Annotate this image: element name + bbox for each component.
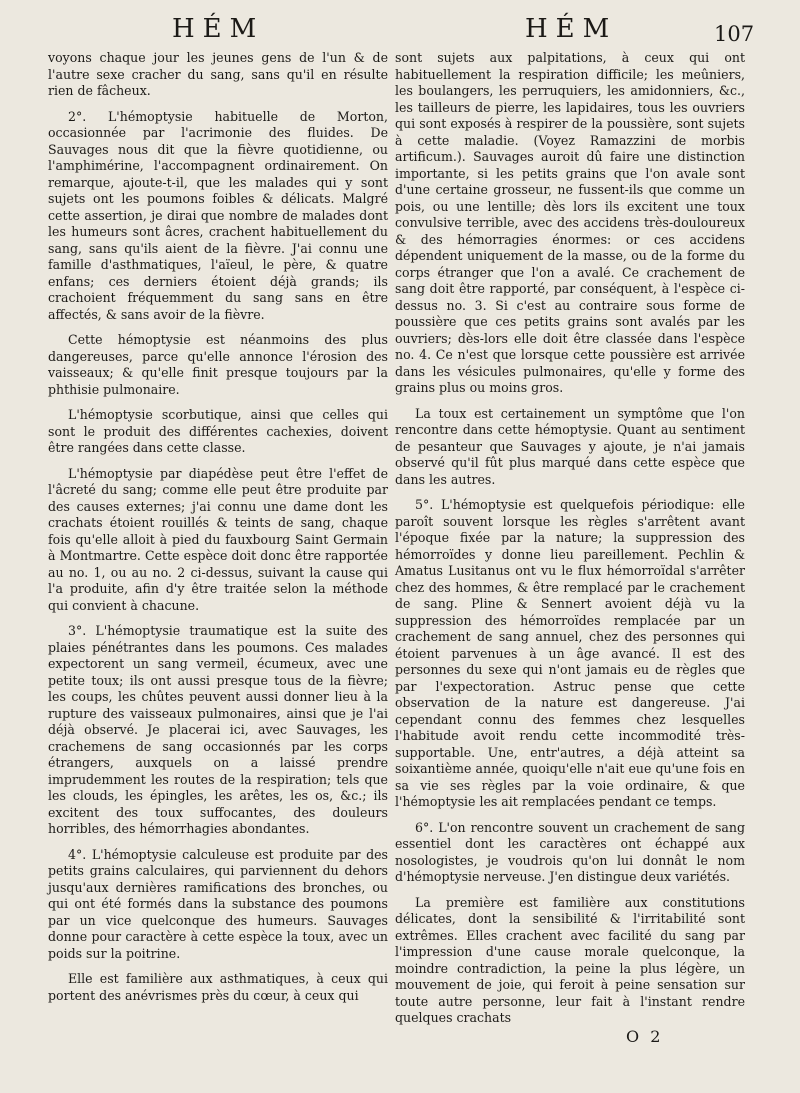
- right-column: [395, 50, 745, 1036]
- paragraph: voyons chaque jour les jeunes gens de l'un & de l'autre sexe cracher du sang, sans qu'il en résulte rien de fâcheux.: [48, 50, 388, 98]
- paragraph: 4°. L'hémoptysie calculeuse est produite par des petits grains calculaires, qui parviennent du dehors jusqu'aux dernières ramifications des bronches, ou qui ont été formés dans la substance des poumons par un vice quelconque des humeurs. Sauvages donne pour caractère à cette espèce la toux, avec un poids sur la poitrine.: [48, 846, 388, 961]
- paragraph: La toux est certainement un symptôme que l'on rencontre dans cette hémoptysie. Quant au sentiment de pesanteur que Sauvages y ajoute, je n'ai jamais observé qu'il fût plus marqué dans cette espèce que dans les autres.: [395, 405, 745, 487]
- paragraph: 6°. L'on rencontre souvent un crachement de sang essentiel dont les caractères ont échappé aux nosologistes, je voudrois qu'on lui donnât le nom d'hémoptysie nerveuse. J'en distingue deux variétés.: [395, 819, 745, 884]
- paragraph: Elle est familière aux asthmatiques, à ceux qui portent des anévrismes près du cœur, à ceux qui: [48, 971, 388, 1003]
- paragraph: 3°. L'hémoptysie traumatique est la suite des plaies pénétrantes dans les poumons. Ces malades expectorent un sang vermeil, écumeux, avec une petite toux; ils ont aussi presque tous de la fièvre; les coups, les chûtes peuvent aussi donner lieu à la rupture des vaisseaux pulmonaires, ainsi que je l'ai déjà observé. Je placerai ici, avec Sauvages, les crachemens de sang occasionnés par les corps étrangers, auxquels on a laissé prendre imprudemment les routes de la respiration; tels que les clouds, les épingles, les arêtes, les os, &c.; ils excitent des toux suffocantes, des douleurs horribles, des hémorrhagies abondantes.: [48, 623, 388, 836]
- left-running-title: HÉM: [172, 14, 265, 44]
- paragraph: L'hémoptysie par diapédèse peut être l'effet de l'âcreté du sang; comme elle peut être produite par des causes externes; j'ai connu une dame dont les crachats étoient rouillés & teints de sang, chaque fois qu'elle alloit à pied du fauxbourg Saint Germain à Montmartre. Cette espèce doit donc être rapportée au no. 1, ou au no. 2 ci-dessus, suivant la cause qui l'a produite, afin d'y être traitée selon la méthode qui convient à chacune.: [48, 465, 388, 613]
- signature-mark: O 2: [626, 1027, 664, 1046]
- running-header: [0, 8, 800, 44]
- left-column: [48, 50, 388, 1013]
- paragraph: 5°. L'hémoptysie est quelquefois périodique: elle paroît souvent lorsque les règles s'arrêtent avant l'époque fixée par la nature; la suppression des hémorroïdes y donne lieu pareillement. Pechlin & Amatus Lusitanus ont vu le flux hémorroïdal s'arrêter chez des hommes, & être remplacé par le crachement de sang. Pline & Sennert avoient déjà vu la suppression des hémorroïdes remplacée par un crachement de sang annuel, chez des personnes qui étoient parvenues à un âge avancé. Il est des personnes du sexe qui n'ont jamais eu de règles que par l'expectoration. Astruc pense que cette observation de la nature est dangereuse. J'ai cependant connu des femmes chez lesquelles l'habitude avoit rendu cette incommodité très-supportable. Une, entr'autres, a déjà atteint sa soixantième année, quoiqu'elle n'ait eue qu'une fois en sa vie ses règles par la voie ordinaire, & que l'hémoptysie les ait remplacées pendant ce temps.: [395, 497, 745, 809]
- right-running-title: HÉM: [525, 14, 618, 44]
- paragraph: L'hémoptysie scorbutique, ainsi que celles qui sont le produit des différentes cachexies, doivent être rangées dans cette classe.: [48, 407, 388, 455]
- paragraph: Cette hémoptysie est néanmoins des plus dangereuses, parce qu'elle annonce l'érosion des vaisseaux; & qu'elle finit presque toujours par la phthisie pulmonaire.: [48, 332, 388, 397]
- paragraph: sont sujets aux palpitations, à ceux qui ont habituellement la respiration difficile; les meûniers, les boulangers, les perruquiers, les amidonniers, &c., les tailleurs de pierre, les lapidaires, tous les ouvriers qui sont exposés à respirer de la poussière, sont sujets à cette maladie. (Voyez Ramazzini de morbis artificum.). Sauvages auroit dû faire une distinction importante, si les petits grains que l'on avale sont d'une certaine grosseur, ne fussent-ils que comme un pois, ou une lentille; dès lors ils excitent une toux convulsive terrible, avec des accidens très-douloureux & des hémorragies énormes: or ces accidens dépendent uniquement de la masse, ou de la forme du corps étranger que l'on a avalé. Ce crachement de sang doit être rapporté, par conséquent, à l'espèce ci-dessus no. 3. Si c'est au contraire sous forme de poussière que ces petits grains sont avalés par les ouvriers; dès-lors elle doit être classée dans l'espèce no. 4. Ce n'est que lorsque cette poussière est arrivée dans les vésicules pulmonaires, qu'elle y forme des grains plus ou moins gros.: [395, 50, 745, 395]
- page-number: 107: [714, 22, 755, 46]
- paragraph: La première est familière aux constitutions délicates, dont la sensibilité & l'irritabilité sont extrêmes. Elles crachent avec facilité du sang par l'impression d'une cause morale quelconque, la moindre contradiction, la peine la plus légère, un mouvement de joie, qui feroit à peine sensation sur toute autre personne, leur fait à l'instant rendre quelques crachats: [395, 894, 745, 1025]
- paragraph: 2°. L'hémoptysie habituelle de Morton, occasionnée par l'acrimonie des fluides. De Sauvages nous dit que la fièvre quotidienne, ou l'amphimérine, l'accompagnent ordinairement. On remarque, ajoute-t-il, que les malades qui y sont sujets ont les poumons foibles & délicats. Malgré cette assertion, je dirai que nombre de malades dont les humeurs sont âcres, crachent habituellement du sang, sans qu'ils aient de la fièvre. J'ai connu une famille d'asthmatiques, l'aïeul, le père, & quatre enfans; ces derniers étoient déjà grands; ils crachoient fréquemment du sang sans en être affectés, & sans avoir de la fièvre.: [48, 108, 388, 322]
